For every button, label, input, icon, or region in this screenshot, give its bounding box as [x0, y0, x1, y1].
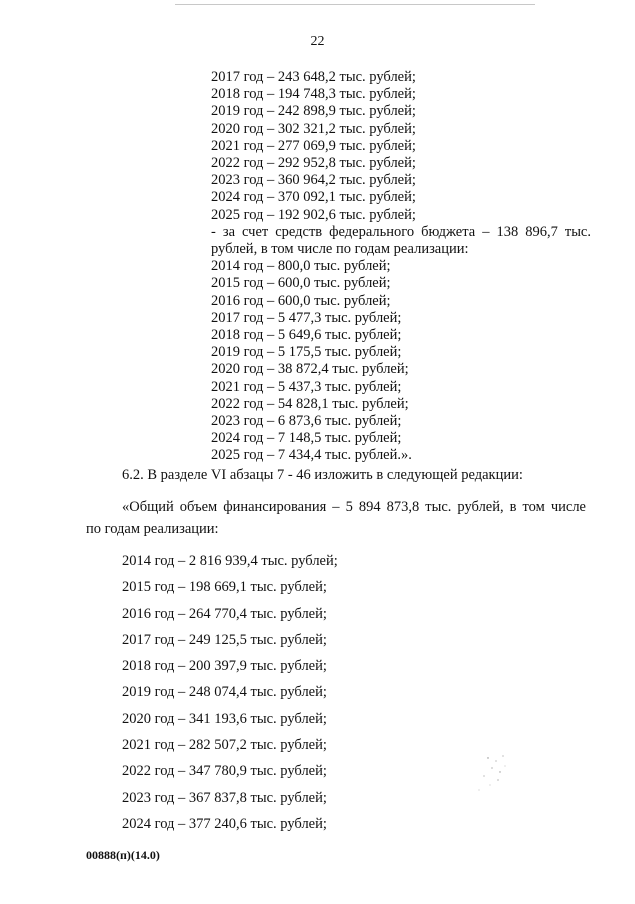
- total-funding-line: «Общий объем финансирования – 5 894 873,8 тыс. рублей, в том числе: [122, 499, 586, 515]
- year-line: 2016 год – 264 770,4 тыс. рублей;: [122, 605, 327, 622]
- year-line: 2023 год – 367 837,8 тыс. рублей;: [122, 789, 327, 806]
- year-line: 2023 год – 360 964,2 тыс. рублей;: [211, 172, 416, 189]
- year-line: 2022 год – 292 952,8 тыс. рублей;: [211, 155, 416, 172]
- federal-year-line: 2022 год – 54 828,1 тыс. рублей;: [211, 395, 409, 412]
- year-line: 2018 год – 200 397,9 тыс. рублей;: [122, 658, 327, 675]
- year-line: 2021 год – 277 069,9 тыс. рублей;: [211, 137, 416, 154]
- year-line: 2024 год – 370 092,1 тыс. рублей;: [211, 189, 416, 206]
- year-line: 2020 год – 302 321,2 тыс. рублей;: [211, 120, 416, 137]
- federal-year-line: 2024 год – 7 148,5 тыс. рублей;: [211, 430, 402, 447]
- federal-year-line: 2019 год – 5 175,5 тыс. рублей;: [211, 344, 402, 361]
- top-rule: [175, 4, 535, 5]
- year-line: 2017 год – 243 648,2 тыс. рублей;: [211, 69, 416, 85]
- year-line: 2019 год – 248 074,4 тыс. рублей;: [122, 684, 327, 701]
- federal-year-line: 2020 год – 38 872,4 тыс. рублей;: [211, 361, 409, 378]
- year-line: 2020 год – 341 193,6 тыс. рублей;: [122, 710, 327, 727]
- year-line: 2019 год – 242 898,9 тыс. рублей;: [211, 103, 416, 120]
- federal-year-line: 2014 год – 800,0 тыс. рублей;: [211, 258, 391, 275]
- year-line: 2024 год – 377 240,6 тыс. рублей;: [122, 815, 327, 832]
- paragraph-heading: 6.2. В разделе VI абзацы 7 - 46 изложить в следующей редакции:: [122, 467, 523, 483]
- federal-budget-heading: - за счет средств федерального бюджета – 138 896,7 тыс.: [211, 223, 591, 240]
- federal-year-line: 2015 год – 600,0 тыс. рублей;: [211, 275, 391, 292]
- year-line: 2017 год – 249 125,5 тыс. рублей;: [122, 631, 327, 648]
- federal-year-line: 2016 год – 600,0 тыс. рублей;: [211, 292, 391, 309]
- funding-continuation-block: [211, 69, 591, 465]
- year-line: 2014 год – 2 816 939,4 тыс. рублей;: [122, 553, 338, 569]
- year-line: 2021 год – 282 507,2 тыс. рублей;: [122, 737, 327, 754]
- federal-year-line: 2017 год – 5 477,3 тыс. рублей;: [211, 309, 402, 326]
- total-funding-line-cont: по годам реализации:: [86, 521, 219, 537]
- page-number: 22: [310, 34, 325, 49]
- federal-year-line: 2018 год – 5 649,6 тыс. рублей;: [211, 327, 402, 344]
- document-code: 00888(п)(14.0): [86, 848, 160, 862]
- year-line: 2018 год – 194 748,3 тыс. рублей;: [211, 86, 416, 103]
- scan-specks: [470, 752, 530, 802]
- year-line: 2022 год – 347 780,9 тыс. рублей;: [122, 763, 327, 780]
- federal-budget-heading-cont: рублей, в том числе по годам реализации:: [211, 241, 469, 258]
- year-line: 2015 год – 198 669,1 тыс. рублей;: [122, 579, 327, 596]
- federal-year-line: 2023 год – 6 873,6 тыс. рублей;: [211, 413, 402, 430]
- year-line: 2025 год – 192 902,6 тыс. рублей;: [211, 206, 416, 223]
- federal-year-line: 2021 год – 5 437,3 тыс. рублей;: [211, 378, 402, 395]
- federal-year-line: 2025 год – 7 434,4 тыс. рублей.».: [211, 447, 412, 464]
